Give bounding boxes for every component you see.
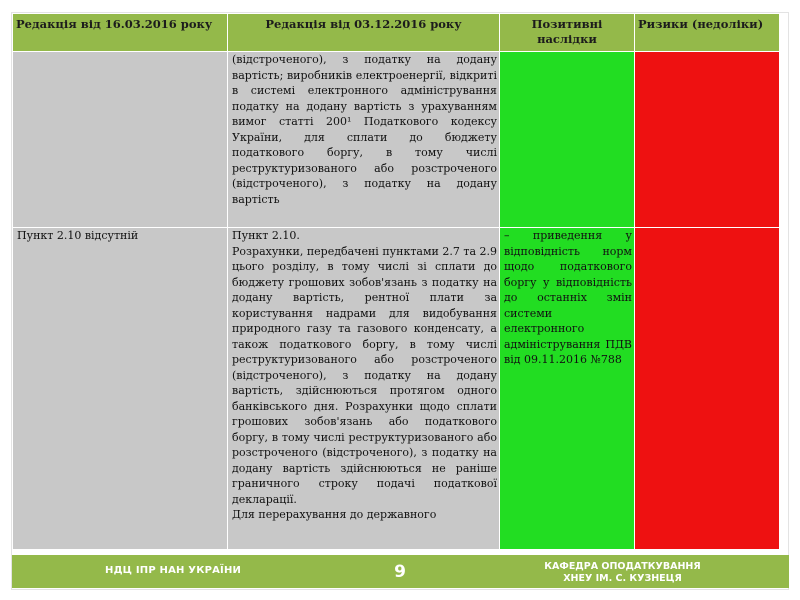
footer-department-line2: ХНЕУ ІМ. С. КУЗНЕЦЯ <box>563 573 682 584</box>
clause-tail: Для перерахування до державного <box>232 508 437 521</box>
cell-positive-2: – приведення у відповідність норм щодо податкового боргу у відповідність до останніх змін системи електронного адміністрування ПДВ від 09.11.2016 №788 <box>500 228 635 550</box>
table-row <box>13 52 780 228</box>
cell-positive-1 <box>500 52 635 228</box>
table-row <box>13 228 780 550</box>
cell-risks-2 <box>635 228 780 550</box>
footer-department <box>535 561 710 585</box>
cell-risks-1 <box>635 52 780 228</box>
cell-old-1 <box>13 52 228 228</box>
clause-body: Розрахунки, передбачені пунктами 2.7 та 2.9 цього розділу, в тому числі зі сплати до бюджету грошових зобов'язань з податку на додану вартість, рентної плати за користування надрами для видобування природного газу та газового конденсату, а також податкового боргу, в тому числі реструктуризованого або розстроченого (відстроченого), з податку на додану вартість, здійснюються протягом одного банківського дня. Розрахунки щодо сплати грошових зобов'язань або податкового боргу, в тому числі реструктуризованого або розстроченого (відстроченого), з податку на додану вартість здійснюються не раніше граничного строку подачі податкової декларації. <box>232 244 497 506</box>
table-header-row <box>13 14 780 52</box>
page-number: 9 <box>394 562 406 582</box>
cell-new-1: (відстроченого), з податку на додану вартість; виробників електроенергії, відкриті в системі електронного адміністрування податку на додану вартість з урахуванням вимог статті 200¹ Податкового кодексу України, для сплати до бюджету податкового боргу, в тому числі реструктуризованого або розстроченого (відстроченого), з податку на додану вартість <box>228 52 500 228</box>
cell-new-2 <box>228 228 500 550</box>
footer-institution: НДЦ ІПР НАН УКРАЇНИ <box>105 565 242 576</box>
header-risks: Ризики (недоліки) <box>635 14 780 52</box>
cell-old-2: Пункт 2.10 відсутній <box>13 228 228 550</box>
footer-department-line1: КАФЕДРА ОПОДАТКУВАННЯ <box>544 561 701 572</box>
header-new-edition: Редакція від 03.12.2016 року <box>228 14 500 52</box>
header-positive: Позитивні наслідки <box>500 14 635 52</box>
clause-title: Пункт 2.10. <box>232 229 300 242</box>
header-old-edition: Редакція від 16.03.2016 року <box>13 14 228 52</box>
comparison-table <box>12 13 780 550</box>
